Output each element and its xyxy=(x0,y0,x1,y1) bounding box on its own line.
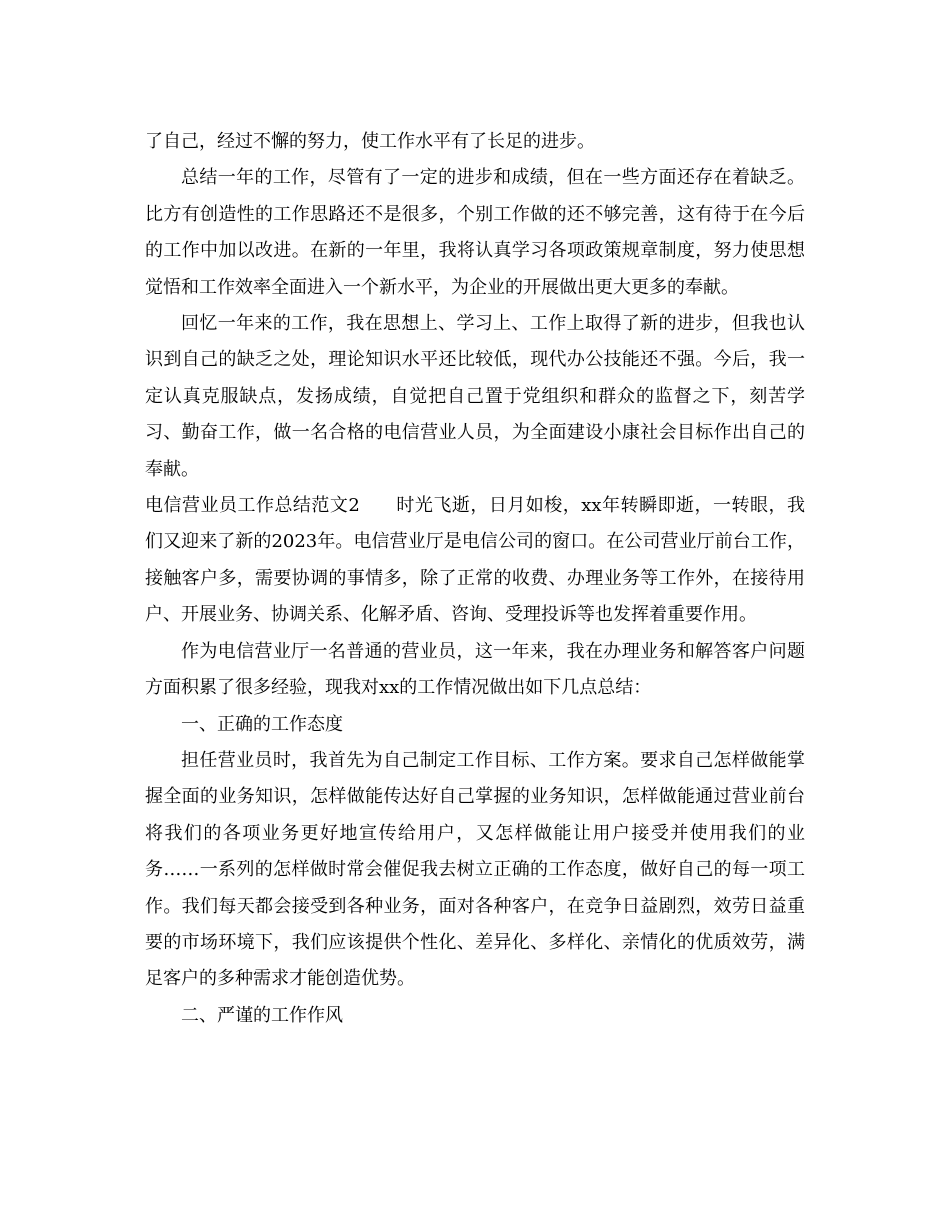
document-body xyxy=(145,124,805,1034)
paragraph-attitude: 担任营业员时，我首先为自己制定工作目标、工作方案。要求自己怎样做能掌握全面的业务知识，怎样做能传达好自己掌握的业务知识，怎样做能通过营业前台将我们的各项业务更好地宣传给用户，又怎样做能让用户接受并使用我们的业务……一系列的怎样做时常会催促我去树立正确的工作态度，做好自己的每一项工作。我们每天都会接受到各种业务，面对各种客户，在竞争日益剧烈，效劳日益重要的市场环境下，我们应该提供个性化、差异化、多样化、亲情化的优质效劳，满足客户的多种需求才能创造优势。 xyxy=(145,749,805,990)
paragraph-experience: 作为电信营业厅一名普通的营业员，这一年来，我在办理业务和解答客户问题方面积累了很多经验，现我对xx的工作情况做出如下几点总结： xyxy=(145,640,805,699)
section-2-title: 电信营业员工作总结范文2 xyxy=(145,495,360,517)
section-2-paragraph xyxy=(145,488,805,634)
paragraph-review: 回忆一年来的工作，我在思想上、学习上、工作上取得了新的进步，但我也认识到自己的缺乏之处，理论知识水平还比较低，现代办公技能还不强。今后，我一定认真克服缺点，发扬成绩，自觉把自己置于党组织和群众的监督之下，刻苦学习、勤奋工作，做一名合格的电信营业人员，为全面建设小康社会目标作出自己的奉献。 xyxy=(145,313,805,480)
heading-rigorous-style: 二、严谨的工作作风 xyxy=(181,1004,343,1026)
paragraph-summary: 总结一年的工作，尽管有了一定的进步和成绩，但在一些方面还存在着缺乏。比方有创造性的工作思路还不是很多，个别工作做的还不够完善，这有待于在今后的工作中加以改进。在新的一年里，我将认真学习各项政策规章制度，努力使思想觉悟和工作效率全面进入一个新水平，为企业的开展做出更大更多的奉献。 xyxy=(145,167,805,298)
section-2-intro: 时光飞逝，日月如梭，xx年转瞬即逝，一转眼，我们又迎来了新的2023年。电信营业厅是电信公司的窗口。在公司营业厅前台工作，接触客户多，需要协调的事情多，除了正常的收费、办理业务等工作外，在接待用户、开展业务、协调关系、化解矛盾、咨询、受理投诉等也发挥着重要作用。 xyxy=(145,495,805,626)
heading-correct-attitude: 一、正确的工作态度 xyxy=(181,713,343,735)
paragraph-continuation: 了自己，经过不懈的努力，使工作水平有了长足的进步。 xyxy=(145,131,595,152)
